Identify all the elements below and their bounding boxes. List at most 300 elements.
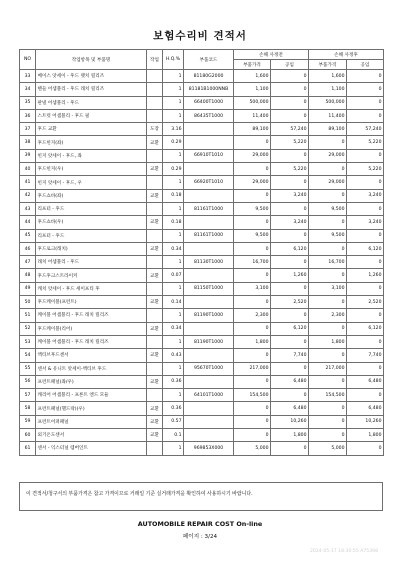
row-item-name: 센서 - 익스터널 템버인트 [36,442,147,455]
header-no: NO [20,50,36,70]
row-part-price-after: 0 [309,429,347,442]
row-work-type: 교환 [147,163,163,176]
row-part-price-before: 3,100 [234,282,271,295]
row-hqty: 0.1 [163,429,184,442]
row-part-price-after: 2,300 [309,309,347,322]
row-part-price-before: 0 [234,415,271,428]
table-row [20,216,384,229]
row-hqty: 1 [163,442,184,455]
row-no: 60 [20,429,36,442]
row-item-name: 핸들 어셈블리 - 후드 래치 릴리즈 [36,83,147,96]
row-part-code [184,269,234,282]
row-part-code [184,136,234,149]
row-work-type: 교환 [147,415,163,428]
row-part-price-before: 1,800 [234,335,271,348]
row-hqty: 0.18 [163,189,184,202]
row-labor-after: 5,220 [347,136,384,149]
row-part-code [184,375,234,388]
row-work-type: 교환 [147,269,163,282]
row-labor-after: 0 [347,70,384,83]
row-item-name: 캐치 앗세이 - 후드 세이프티 후 [36,282,147,295]
row-work-type [147,282,163,295]
row-part-code [184,415,234,428]
row-no: 39 [20,149,36,162]
row-part-code: 81130T1000 [184,256,234,269]
row-work-type [147,70,163,83]
row-labor-before: 0 [271,335,309,348]
table-row [20,136,384,149]
row-part-price-after: 0 [309,163,347,176]
table-row [20,83,384,96]
row-labor-before: 5,220 [271,136,309,149]
row-part-price-after: 0 [309,375,347,388]
table-row [20,389,384,402]
row-work-type [147,202,163,215]
row-item-name: 프런트패널(헬드락)(우) [36,402,147,415]
row-hqty: 0.29 [163,136,184,149]
row-labor-before: 1,800 [271,429,309,442]
row-part-code: 81180G2000 [184,70,234,83]
row-item-name: 리프터 - 후드 [36,202,147,215]
row-part-price-before: 0 [234,296,271,309]
row-item-name: 케이블 어셈블리 - 후드 래치 릴리즈 [36,309,147,322]
row-item-name: 후드 교환 [36,123,147,136]
row-no: 58 [20,402,36,415]
row-hqty: 0.36 [163,375,184,388]
row-no: 33 [20,70,36,83]
row-no: 49 [20,282,36,295]
row-no: 45 [20,229,36,242]
row-part-price-after: 0 [309,269,347,282]
row-hqty: 0.18 [163,216,184,229]
row-item-name: 후드케이블(프런트) [36,296,147,309]
row-no: 44 [20,216,36,229]
row-part-code [184,242,234,255]
row-hqty: 1 [163,149,184,162]
row-hqty: 0.36 [163,402,184,415]
row-labor-after: 2,520 [347,296,384,309]
row-part-price-before: 0 [234,216,271,229]
row-labor-after: 0 [347,109,384,122]
table-row [20,349,384,362]
row-labor-after: 0 [347,309,384,322]
row-item-name: 래치 어셈블리 - 후드 [36,256,147,269]
table-row [20,442,384,455]
row-work-type [147,96,163,109]
row-labor-after: 0 [347,362,384,375]
row-labor-before: 0 [271,309,309,322]
row-no: 41 [20,176,36,189]
row-no: 59 [20,415,36,428]
row-part-price-before: 0 [234,402,271,415]
header-hqty: H.Q.% [163,50,184,70]
header-part-price-after: 부품가격 [309,60,347,70]
table-row [20,282,384,295]
row-work-type [147,176,163,189]
row-labor-before: 3,240 [271,216,309,229]
row-work-type: 교환 [147,296,163,309]
row-part-price-after: 0 [309,136,347,149]
row-part-code: 81190T1000 [184,335,234,348]
row-hqty: 1 [163,70,184,83]
row-item-name: 액티브후드센서 [36,349,147,362]
row-part-code: 81161T1000 [184,202,234,215]
row-labor-after: 6,480 [347,375,384,388]
row-item-name: 후드로크(래치) [36,242,147,255]
table-row [20,322,384,335]
row-part-price-after: 3,100 [309,282,347,295]
row-labor-after: 0 [347,83,384,96]
row-part-code: 81161T1000 [184,229,234,242]
row-labor-before: 0 [271,149,309,162]
row-part-price-after: 0 [309,402,347,415]
row-hqty: 1 [163,309,184,322]
row-part-price-after: 0 [309,242,347,255]
row-part-code: 64101T1000 [184,389,234,402]
row-labor-after: 3,240 [347,189,384,202]
row-labor-after: 6,120 [347,242,384,255]
header-part-code: 부품코드 [184,50,234,70]
row-no: 43 [20,202,36,215]
row-hqty: 1 [163,256,184,269]
row-hqty: 0.43 [163,349,184,362]
row-labor-after: 0 [347,149,384,162]
row-labor-before: 0 [271,362,309,375]
row-work-type: 교환 [147,402,163,415]
row-item-name: 캐리어 어셈블리 - 프론트 엔드 모듈 [36,389,147,402]
row-no: 42 [20,189,36,202]
row-labor-after: 0 [347,202,384,215]
row-part-price-after: 29,000 [309,176,347,189]
row-labor-after: 0 [347,96,384,109]
row-labor-after: 6,480 [347,402,384,415]
table-row [20,189,384,202]
row-labor-before: 6,480 [271,375,309,388]
row-labor-before: 0 [271,109,309,122]
row-part-price-before: 11,400 [234,109,271,122]
row-labor-before: 2,520 [271,296,309,309]
row-part-code: 66400T1000 [184,96,234,109]
row-labor-after: 7,740 [347,349,384,362]
row-work-type [147,109,163,122]
row-no: 36 [20,109,36,122]
row-part-price-before: 29,000 [234,176,271,189]
row-part-price-before: 29,000 [234,149,271,162]
row-work-type: 교환 [147,189,163,202]
row-labor-after: 5,220 [347,163,384,176]
row-part-price-before: 89,100 [234,123,271,136]
row-labor-before: 0 [271,256,309,269]
row-part-code: 81150T1000 [184,282,234,295]
row-part-code: 66920T1010 [184,176,234,189]
row-labor-after: 0 [347,389,384,402]
header-part-price-before: 부품가격 [234,60,271,70]
row-labor-before: 0 [271,176,309,189]
row-part-code [184,296,234,309]
row-item-name: 센서 & 유니트 앗세이-액티브 후드 [36,362,147,375]
row-item-name: 리프터 - 후드 [36,229,147,242]
row-no: 52 [20,322,36,335]
row-work-type [147,256,163,269]
row-no: 53 [20,335,36,348]
row-part-code [184,402,234,415]
row-part-price-before: 0 [234,375,271,388]
row-no: 54 [20,349,36,362]
page-title: 보험수리비 견적서 [153,30,247,42]
row-labor-after: 0 [347,229,384,242]
row-hqty: 1 [163,83,184,96]
row-item-name: 후드후크스트라이커 [36,269,147,282]
row-part-code: 969853X000 [184,442,234,455]
row-work-type: 교환 [147,242,163,255]
row-no: 55 [20,362,36,375]
row-part-price-after: 217,000 [309,362,347,375]
row-labor-after: 1,800 [347,429,384,442]
row-work-type: 도장 [147,123,163,136]
row-part-price-after: 9,500 [309,229,347,242]
row-item-name: 후드케이블(리어) [36,322,147,335]
row-part-code [184,349,234,362]
row-labor-before: 1,260 [271,269,309,282]
row-work-type [147,362,163,375]
row-no: 50 [20,296,36,309]
row-work-type: 교환 [147,429,163,442]
header-labor-after: 공임 [347,60,384,70]
row-hqty: 1 [163,335,184,348]
row-part-price-after: 154,500 [309,389,347,402]
table-row [20,375,384,388]
row-part-price-after: 0 [309,216,347,229]
row-hqty: 1 [163,362,184,375]
table-row [20,362,384,375]
row-labor-after: 1,260 [347,269,384,282]
row-labor-before: 3,240 [271,189,309,202]
row-part-price-after: 0 [309,189,347,202]
row-work-type [147,149,163,162]
row-hqty: 0.34 [163,322,184,335]
header-labor-before: 공임 [271,60,309,70]
row-part-code: 66910T1010 [184,149,234,162]
row-part-price-before: 9,500 [234,202,271,215]
table-row [20,123,384,136]
row-item-name: 후드쇼바(좌) [36,189,147,202]
row-part-price-before: 0 [234,163,271,176]
table-row [20,309,384,322]
row-item-name: 프런트어퍼패널 [36,415,147,428]
row-part-price-after: 0 [309,349,347,362]
row-part-price-before: 0 [234,242,271,255]
row-no: 37 [20,123,36,136]
row-labor-before: 5,220 [271,163,309,176]
table-row [20,335,384,348]
row-part-price-after: 0 [309,322,347,335]
disclaimer-text: 이 견적서/청구서의 부품가격은 참고 가격이므로 거래일 기준 실거래가격을 확인하여 사용하시기 바랍니다. [26,491,253,497]
row-hqty: 1 [163,96,184,109]
row-labor-after: 57,240 [347,123,384,136]
table-row [20,202,384,215]
row-labor-after: 0 [347,256,384,269]
row-labor-before: 0 [271,229,309,242]
row-labor-before: 6,120 [271,242,309,255]
row-part-code [184,189,234,202]
table-row [20,70,384,83]
row-labor-before: 0 [271,202,309,215]
row-part-price-before: 5,000 [234,442,271,455]
row-part-price-before: 0 [234,429,271,442]
row-hqty: 1 [163,229,184,242]
row-labor-before: 0 [271,83,309,96]
footer-title: AUTOMOBILE REPAIR COST On-line [137,520,263,528]
row-part-price-after: 1,100 [309,83,347,96]
row-hqty: 0.07 [163,269,184,282]
row-part-price-before: 1,100 [234,83,271,96]
row-item-name: 베이스 앗세이 - 후드 랫치 릴리즈 [36,70,147,83]
row-work-type [147,335,163,348]
row-part-code [184,429,234,442]
row-no: 56 [20,375,36,388]
table-row [20,109,384,122]
row-hqty: 1 [163,282,184,295]
estimate-rows [20,70,384,456]
row-item-name: 후드힌지(우) [36,163,147,176]
row-part-price-before: 2,300 [234,309,271,322]
row-part-price-after: 0 [309,415,347,428]
row-work-type: 교환 [147,136,163,149]
row-no: 46 [20,242,36,255]
row-part-price-before: 0 [234,189,271,202]
header-after-assessment: 손해 사정후 [309,50,384,60]
row-item-name: 후드쇼바(우) [36,216,147,229]
row-part-price-before: 1,600 [234,70,271,83]
header-work: 작업 [147,50,163,70]
table-row [20,429,384,442]
table-row [20,242,384,255]
table-row [20,163,384,176]
row-work-type [147,442,163,455]
table-row [20,415,384,428]
page-number: 페이지 : 3/24 [182,534,218,540]
row-labor-after: 0 [347,282,384,295]
row-part-code: 86435T1000 [184,109,234,122]
disclaimer-box [19,482,383,511]
row-part-price-after: 1,800 [309,335,347,348]
table-row [20,269,384,282]
row-no: 35 [20,96,36,109]
row-part-price-after: 1,600 [309,70,347,83]
row-no: 34 [20,83,36,96]
header-before-assessment: 손해 사정전 [234,50,309,60]
table-row [20,149,384,162]
row-item-name: 판넬 어셈블리 - 후드 [36,96,147,109]
row-part-price-after: 5,000 [309,442,347,455]
row-hqty: 0.29 [163,163,184,176]
row-labor-before: 0 [271,70,309,83]
row-work-type: 교환 [147,375,163,388]
row-part-price-after: 9,500 [309,202,347,215]
row-part-price-before: 16,700 [234,256,271,269]
table-row [20,296,384,309]
row-work-type: 교환 [147,349,163,362]
row-part-price-after: 500,000 [309,96,347,109]
row-part-price-after: 89,100 [309,123,347,136]
row-part-code: 81181B1000NNB [184,83,234,96]
row-part-price-before: 217,000 [234,362,271,375]
print-stamp: 2024-05-17 18:30:55 A75398 [309,549,378,554]
row-hqty: 3.16 [163,123,184,136]
row-labor-before: 0 [271,96,309,109]
row-work-type: 교환 [147,322,163,335]
row-item-name: 힌지 앗세이 - 후드, 좌 [36,149,147,162]
table-row [20,229,384,242]
row-work-type [147,229,163,242]
row-part-price-before: 0 [234,136,271,149]
row-labor-after: 0 [347,335,384,348]
row-no: 57 [20,389,36,402]
row-part-code: 81190T1000 [184,309,234,322]
row-no: 48 [20,269,36,282]
row-hqty: 0.34 [163,242,184,255]
row-part-price-after: 11,400 [309,109,347,122]
row-labor-before: 6,120 [271,322,309,335]
row-no: 51 [20,309,36,322]
table-row [20,176,384,189]
row-part-price-after: 0 [309,296,347,309]
row-labor-before: 0 [271,282,309,295]
row-labor-after: 0 [347,176,384,189]
row-item-name: 스트럿 어셈블리 - 후드 필 [36,109,147,122]
row-part-price-after: 29,000 [309,149,347,162]
row-labor-after: 10,260 [347,415,384,428]
row-part-code [184,216,234,229]
table-row [20,96,384,109]
row-part-price-before: 0 [234,269,271,282]
row-labor-before: 6,480 [271,402,309,415]
row-part-price-before: 154,500 [234,389,271,402]
row-no: 61 [20,442,36,455]
table-row [20,402,384,415]
row-work-type [147,83,163,96]
row-hqty: 1 [163,202,184,215]
estimate-table [19,49,384,456]
row-part-code: 95670T1000 [184,362,234,375]
row-part-price-before: 500,000 [234,96,271,109]
row-labor-before: 0 [271,389,309,402]
row-work-type [147,389,163,402]
row-work-type: 교환 [147,216,163,229]
row-item-name: 힌지 앗세이 - 후드, 우 [36,176,147,189]
row-item-name: 프런트패널(좌/우) [36,375,147,388]
row-item-name: 케이블 어셈블리 - 후드 래치 릴리즈 [36,335,147,348]
header-work-item: 작업항목 및 부품명 [36,50,147,70]
row-hqty: 1 [163,176,184,189]
row-hqty: 0.57 [163,415,184,428]
row-part-price-after: 16,700 [309,256,347,269]
row-part-price-before: 9,500 [234,229,271,242]
row-no: 47 [20,256,36,269]
row-item-name: 외기온도센서 [36,429,147,442]
row-work-type [147,309,163,322]
row-part-price-before: 0 [234,322,271,335]
row-labor-after: 3,240 [347,216,384,229]
row-labor-before: 57,240 [271,123,309,136]
row-part-code [184,123,234,136]
row-item-name: 후드힌지(좌) [36,136,147,149]
row-hqty: 0.14 [163,296,184,309]
row-hqty: 1 [163,389,184,402]
row-no: 40 [20,163,36,176]
row-labor-before: 0 [271,442,309,455]
row-part-code [184,322,234,335]
